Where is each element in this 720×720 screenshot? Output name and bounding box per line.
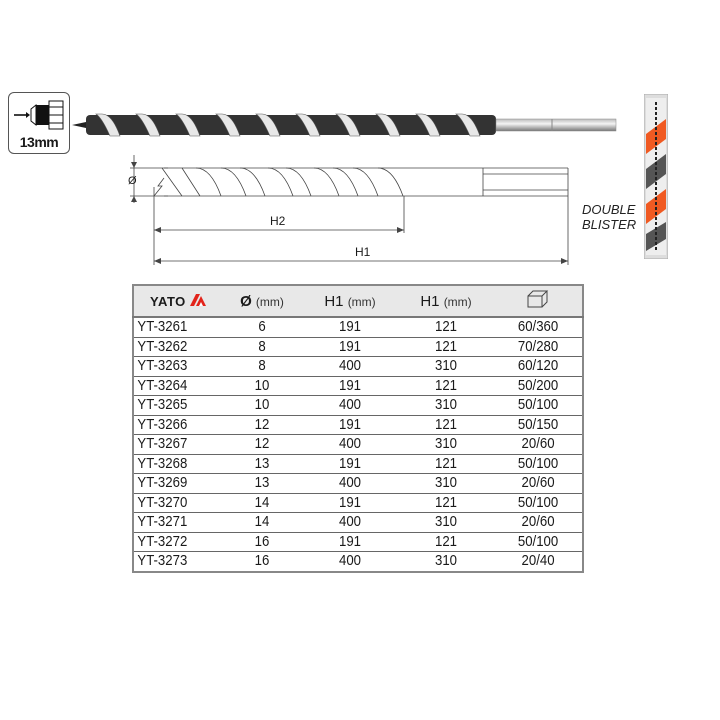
cell-code: YT-3270 [133, 493, 211, 513]
table-header-row [133, 285, 583, 317]
cell-diameter: 14 [227, 513, 297, 533]
header-h1-second [398, 285, 494, 317]
diameter-symbol: Ø [128, 175, 137, 187]
table-row [133, 474, 583, 494]
header-package-qty [494, 285, 583, 317]
drill-chuck-icon [9, 95, 69, 135]
table-row [133, 513, 583, 533]
cell-diameter: 16 [227, 532, 297, 552]
cell-h1-second: 310 [404, 435, 488, 455]
cell-code: YT-3273 [133, 552, 211, 572]
cell-diameter: 14 [227, 493, 297, 513]
unit-label: (mm) [347, 294, 376, 309]
table-row [133, 396, 583, 416]
cell-diameter: 10 [227, 376, 297, 396]
cell-h1: 191 [308, 337, 392, 357]
cell-h1-second: 121 [404, 493, 488, 513]
header-diameter [222, 285, 302, 317]
cell-diameter: 10 [227, 396, 297, 416]
yato-logo-icon [190, 294, 206, 306]
chuck-size-badge [8, 92, 70, 154]
cell-h1: 400 [308, 357, 392, 377]
cell-package-qty: 60/120 [499, 357, 577, 377]
table-row [133, 532, 583, 552]
table-row [133, 493, 583, 513]
auger-bit-photo [72, 100, 622, 150]
cell-code: YT-3269 [133, 474, 211, 494]
cell-h1: 400 [308, 474, 392, 494]
cell-code: YT-3267 [133, 435, 211, 455]
cell-h1-second: 310 [404, 474, 488, 494]
cell-h1: 400 [308, 396, 392, 416]
cell-code: YT-3264 [133, 376, 211, 396]
packaging-line-2: BLISTER [582, 217, 637, 232]
packaging-line-1: DOUBLE [582, 202, 636, 217]
cell-diameter: 8 [227, 357, 297, 377]
cell-package-qty: 50/100 [499, 454, 577, 474]
cell-package-qty: 50/100 [499, 493, 577, 513]
cell-package-qty: 50/100 [499, 532, 577, 552]
cell-package-qty: 20/60 [499, 474, 577, 494]
cell-h1: 400 [308, 513, 392, 533]
table-row [133, 317, 583, 337]
blister-package-photo [644, 94, 668, 259]
packaging-label [582, 202, 636, 232]
diameter-symbol-header: Ø [240, 292, 252, 310]
header-h1 [302, 285, 398, 317]
unit-label: (mm) [255, 294, 284, 309]
brand-name: YATO [150, 293, 186, 309]
table-row [133, 435, 583, 455]
cell-h1-second: 121 [404, 376, 488, 396]
cell-package-qty: 70/280 [499, 337, 577, 357]
cell-diameter: 6 [227, 317, 297, 337]
cell-h1: 400 [308, 552, 392, 572]
cell-h1-second: 121 [404, 317, 488, 337]
cell-package-qty: 50/200 [499, 376, 577, 396]
cell-h1-second: 121 [404, 532, 488, 552]
cell-code: YT-3261 [133, 317, 211, 337]
cell-h1: 191 [308, 376, 392, 396]
cell-code: YT-3266 [133, 415, 211, 435]
cell-h1-second: 121 [404, 454, 488, 474]
unit-label: (mm) [443, 294, 472, 309]
cell-code: YT-3271 [133, 513, 211, 533]
dimension-h1-label: H1 [355, 245, 371, 259]
cell-diameter: 8 [227, 337, 297, 357]
brand-logo [133, 285, 222, 317]
cell-code: YT-3265 [133, 396, 211, 416]
cell-h1-second: 310 [404, 552, 488, 572]
header-symbol: H1 [420, 292, 440, 310]
spec-table [132, 284, 584, 573]
cell-h1-second: 310 [404, 513, 488, 533]
cell-h1: 400 [308, 435, 392, 455]
cell-h1-second: 121 [404, 415, 488, 435]
table-row [133, 415, 583, 435]
technical-drawing [128, 155, 578, 265]
cell-package-qty: 20/60 [499, 435, 577, 455]
table-row [133, 454, 583, 474]
header-symbol: H1 [324, 292, 344, 310]
box-icon [527, 290, 549, 308]
cell-diameter: 12 [227, 435, 297, 455]
cell-package-qty: 50/150 [499, 415, 577, 435]
table-row [133, 376, 583, 396]
cell-diameter: 12 [227, 415, 297, 435]
cell-package-qty: 20/40 [499, 552, 577, 572]
cell-diameter: 13 [227, 454, 297, 474]
cell-code: YT-3262 [133, 337, 211, 357]
chuck-size-label: 13mm [19, 134, 59, 150]
table-row [133, 552, 583, 572]
dimension-h2-label: H2 [270, 214, 286, 228]
table-row [133, 337, 583, 357]
cell-h1: 191 [308, 532, 392, 552]
cell-package-qty: 60/360 [499, 317, 577, 337]
cell-code: YT-3272 [133, 532, 211, 552]
cell-package-qty: 50/100 [499, 396, 577, 416]
cell-h1: 191 [308, 454, 392, 474]
table-row [133, 357, 583, 377]
cell-h1-second: 310 [404, 357, 488, 377]
cell-package-qty: 20/60 [499, 513, 577, 533]
cell-h1: 191 [308, 493, 392, 513]
cell-h1-second: 121 [404, 337, 488, 357]
cell-h1-second: 310 [404, 396, 488, 416]
cell-h1: 191 [308, 317, 392, 337]
cell-h1: 191 [308, 415, 392, 435]
cell-code: YT-3268 [133, 454, 211, 474]
cell-code: YT-3263 [133, 357, 211, 377]
cell-diameter: 16 [227, 552, 297, 572]
cell-diameter: 13 [227, 474, 297, 494]
